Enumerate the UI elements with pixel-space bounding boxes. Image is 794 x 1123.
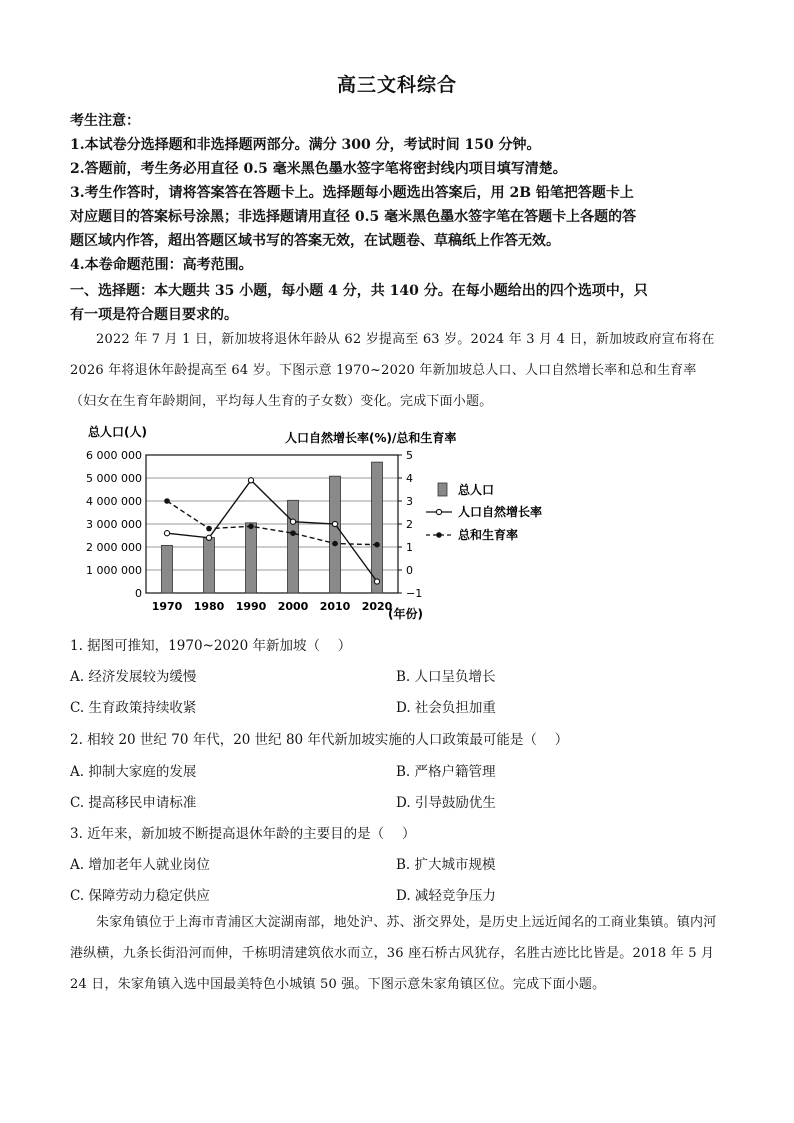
- left-tick-label: 3 000 000: [86, 518, 142, 531]
- q1-option-a[interactable]: A. 经济发展较为缓慢: [70, 669, 197, 685]
- growth-rate-point: [164, 531, 169, 536]
- left-tick-label: 2 000 000: [86, 541, 142, 554]
- q3-option-d[interactable]: D. 减轻竞争压力: [396, 888, 496, 904]
- fertility-rate-point: [206, 526, 212, 532]
- q2-option-d[interactable]: D. 引导鼓励优生: [396, 795, 496, 811]
- right-tick-label: 3: [406, 495, 413, 508]
- q3-option-a[interactable]: A. 增加老年人就业岗位: [70, 857, 210, 873]
- population-bar: [372, 462, 383, 593]
- legend-marker-growth: [436, 509, 441, 514]
- q2-option-a[interactable]: A. 抑制大家庭的发展: [70, 764, 197, 780]
- left-tick-label: 5 000 000: [86, 472, 142, 485]
- fertility-rate-point: [332, 541, 338, 547]
- right-tick-label: −1: [406, 587, 423, 600]
- legend-label-population: 总人口: [458, 483, 495, 497]
- growth-rate-point: [332, 521, 337, 526]
- section1-line2: 有一项是符合题目要求的。: [70, 307, 238, 323]
- growth-rate-line: [167, 480, 377, 581]
- legend-label-fertility: 总和生育率: [458, 528, 519, 542]
- q3-option-b[interactable]: B. 扩大城市规模: [396, 857, 496, 873]
- chart-xlabel: (年份): [388, 607, 423, 621]
- legend-bar-swatch: [438, 483, 447, 496]
- right-tick-label: 4: [406, 472, 413, 485]
- q1-option-b[interactable]: B. 人口呈负增长: [396, 669, 496, 685]
- q2-option-c[interactable]: C. 提高移民申请标准: [70, 795, 197, 811]
- x-tick-label: 1990: [235, 600, 267, 613]
- q1-option-d[interactable]: D. 社会负担加重: [396, 700, 496, 716]
- fertility-rate-point: [290, 530, 296, 536]
- fertility-rate-point: [248, 524, 254, 530]
- notice-item-4: 4.本卷命题范围：高考范围。: [70, 257, 253, 273]
- right-tick-label: 2: [406, 518, 413, 531]
- right-tick-label: 1: [406, 541, 413, 554]
- chart-ylabel-right: 人口自然增长率(%)/总和生育率: [285, 431, 457, 445]
- notice-item-3a: 3.考生作答时，请将答案答在答题卡上。选择题每小题选出答案后，用 2B 铅笔把答题卡上: [70, 185, 634, 201]
- question-2-stem: 2. 相较 20 世纪 70 年代，20 世纪 80 年代新加坡实施的人口政策最可能是（ ）: [70, 732, 569, 748]
- x-tick-label: 1980: [193, 600, 225, 613]
- passage-2: 朱家角镇位于上海市青浦区大淀湖南部，地处沪、苏、浙交界处，是历史上远近闻名的工商业集镇。镇内河港纵横，九条长街沿河而伸，千栋明清建筑依水而立，36 座石桥古风犹存，名胜古迹比比皆是。2018 年 5 月 24 日，朱家角镇入选中国最美特色小城镇 50 强。下图示意朱家角镇区位。完成下面小题。: [70, 915, 717, 992]
- legend-label-growth: 人口自然增长率: [458, 505, 543, 519]
- x-tick-label: 2010: [319, 600, 351, 613]
- population-bar: [330, 476, 341, 593]
- left-tick-label: 4 000 000: [86, 495, 142, 508]
- notice-item-3c: 题区域内作答，超出答题区域书写的答案无效，在试题卷、草稿纸上作答无效。: [70, 233, 560, 249]
- population-bar: [288, 500, 299, 593]
- right-tick-label: 5: [406, 449, 413, 462]
- x-tick-label: 2020: [361, 600, 393, 613]
- question-3-stem: 3. 近年来，新加坡不断提高退休年龄的主要目的是（ ）: [70, 826, 416, 842]
- chart-bars: [162, 462, 383, 593]
- chart-grid: [146, 455, 398, 593]
- page-title: 高三文科综合: [336, 74, 457, 96]
- q2-option-b[interactable]: B. 严格户籍管理: [396, 764, 496, 780]
- q1-option-c[interactable]: C. 生育政策持续收紧: [70, 700, 197, 716]
- x-tick-label: 2000: [277, 600, 309, 613]
- legend-marker-fertility: [436, 532, 442, 538]
- notice-item-3b: 对应题目的答案标号涂黑；非选择题请用直径 0.5 毫米黑色墨水签字笔在答题卡上各题的答: [70, 209, 637, 225]
- fertility-rate-point: [164, 498, 170, 504]
- notice-item-1: 1.本试卷分选择题和非选择题两部分。满分 300 分，考试时间 150 分钟。: [70, 137, 541, 153]
- left-tick-label: 1 000 000: [86, 564, 142, 577]
- notice-item-2: 2.答题前，考生务必用直径 0.5 毫米黑色墨水签字笔将密封线内项目填写清楚。: [70, 161, 567, 177]
- fertility-rate-point: [374, 542, 380, 548]
- section1-line1: 一、选择题：本大题共 35 小题，每小题 4 分，共 140 分。在每小题给出的四个选项中，只: [70, 283, 648, 299]
- notice-heading: 考生注意：: [70, 113, 140, 129]
- population-bar: [162, 545, 173, 593]
- population-bar: [246, 523, 257, 593]
- chart-ylabel-left: 总人口(人): [88, 425, 147, 439]
- growth-rate-point: [206, 535, 211, 540]
- left-tick-label: 0: [135, 587, 142, 600]
- x-tick-label: 1970: [151, 600, 183, 613]
- q3-option-c[interactable]: C. 保障劳动力稳定供应: [70, 888, 210, 904]
- right-tick-label: 0: [406, 564, 413, 577]
- growth-rate-point: [248, 478, 253, 483]
- growth-rate-point: [290, 519, 295, 524]
- question-1-stem: 1. 据图可推知，1970~2020 年新加坡（ ）: [70, 638, 352, 654]
- left-tick-label: 6 000 000: [86, 449, 142, 462]
- chart-lines: [164, 478, 380, 584]
- chart-legend: [426, 482, 542, 542]
- population-chart: [80, 422, 580, 632]
- passage-1: 2022 年 7 月 1 日，新加坡将退休年龄从 62 岁提高至 63 岁。2024 年 3 月 4 日，新加坡政府宣布将在 2026 年将退休年龄提高至 64 岁。下图示意 1970~2020 年新加坡总人口、人口自然增长率和总和生育率（妇女在生育年龄期间，平均每人生育的子女数）变化。完成下面小题。: [70, 332, 715, 409]
- population-bar: [204, 538, 215, 593]
- growth-rate-point: [374, 579, 379, 584]
